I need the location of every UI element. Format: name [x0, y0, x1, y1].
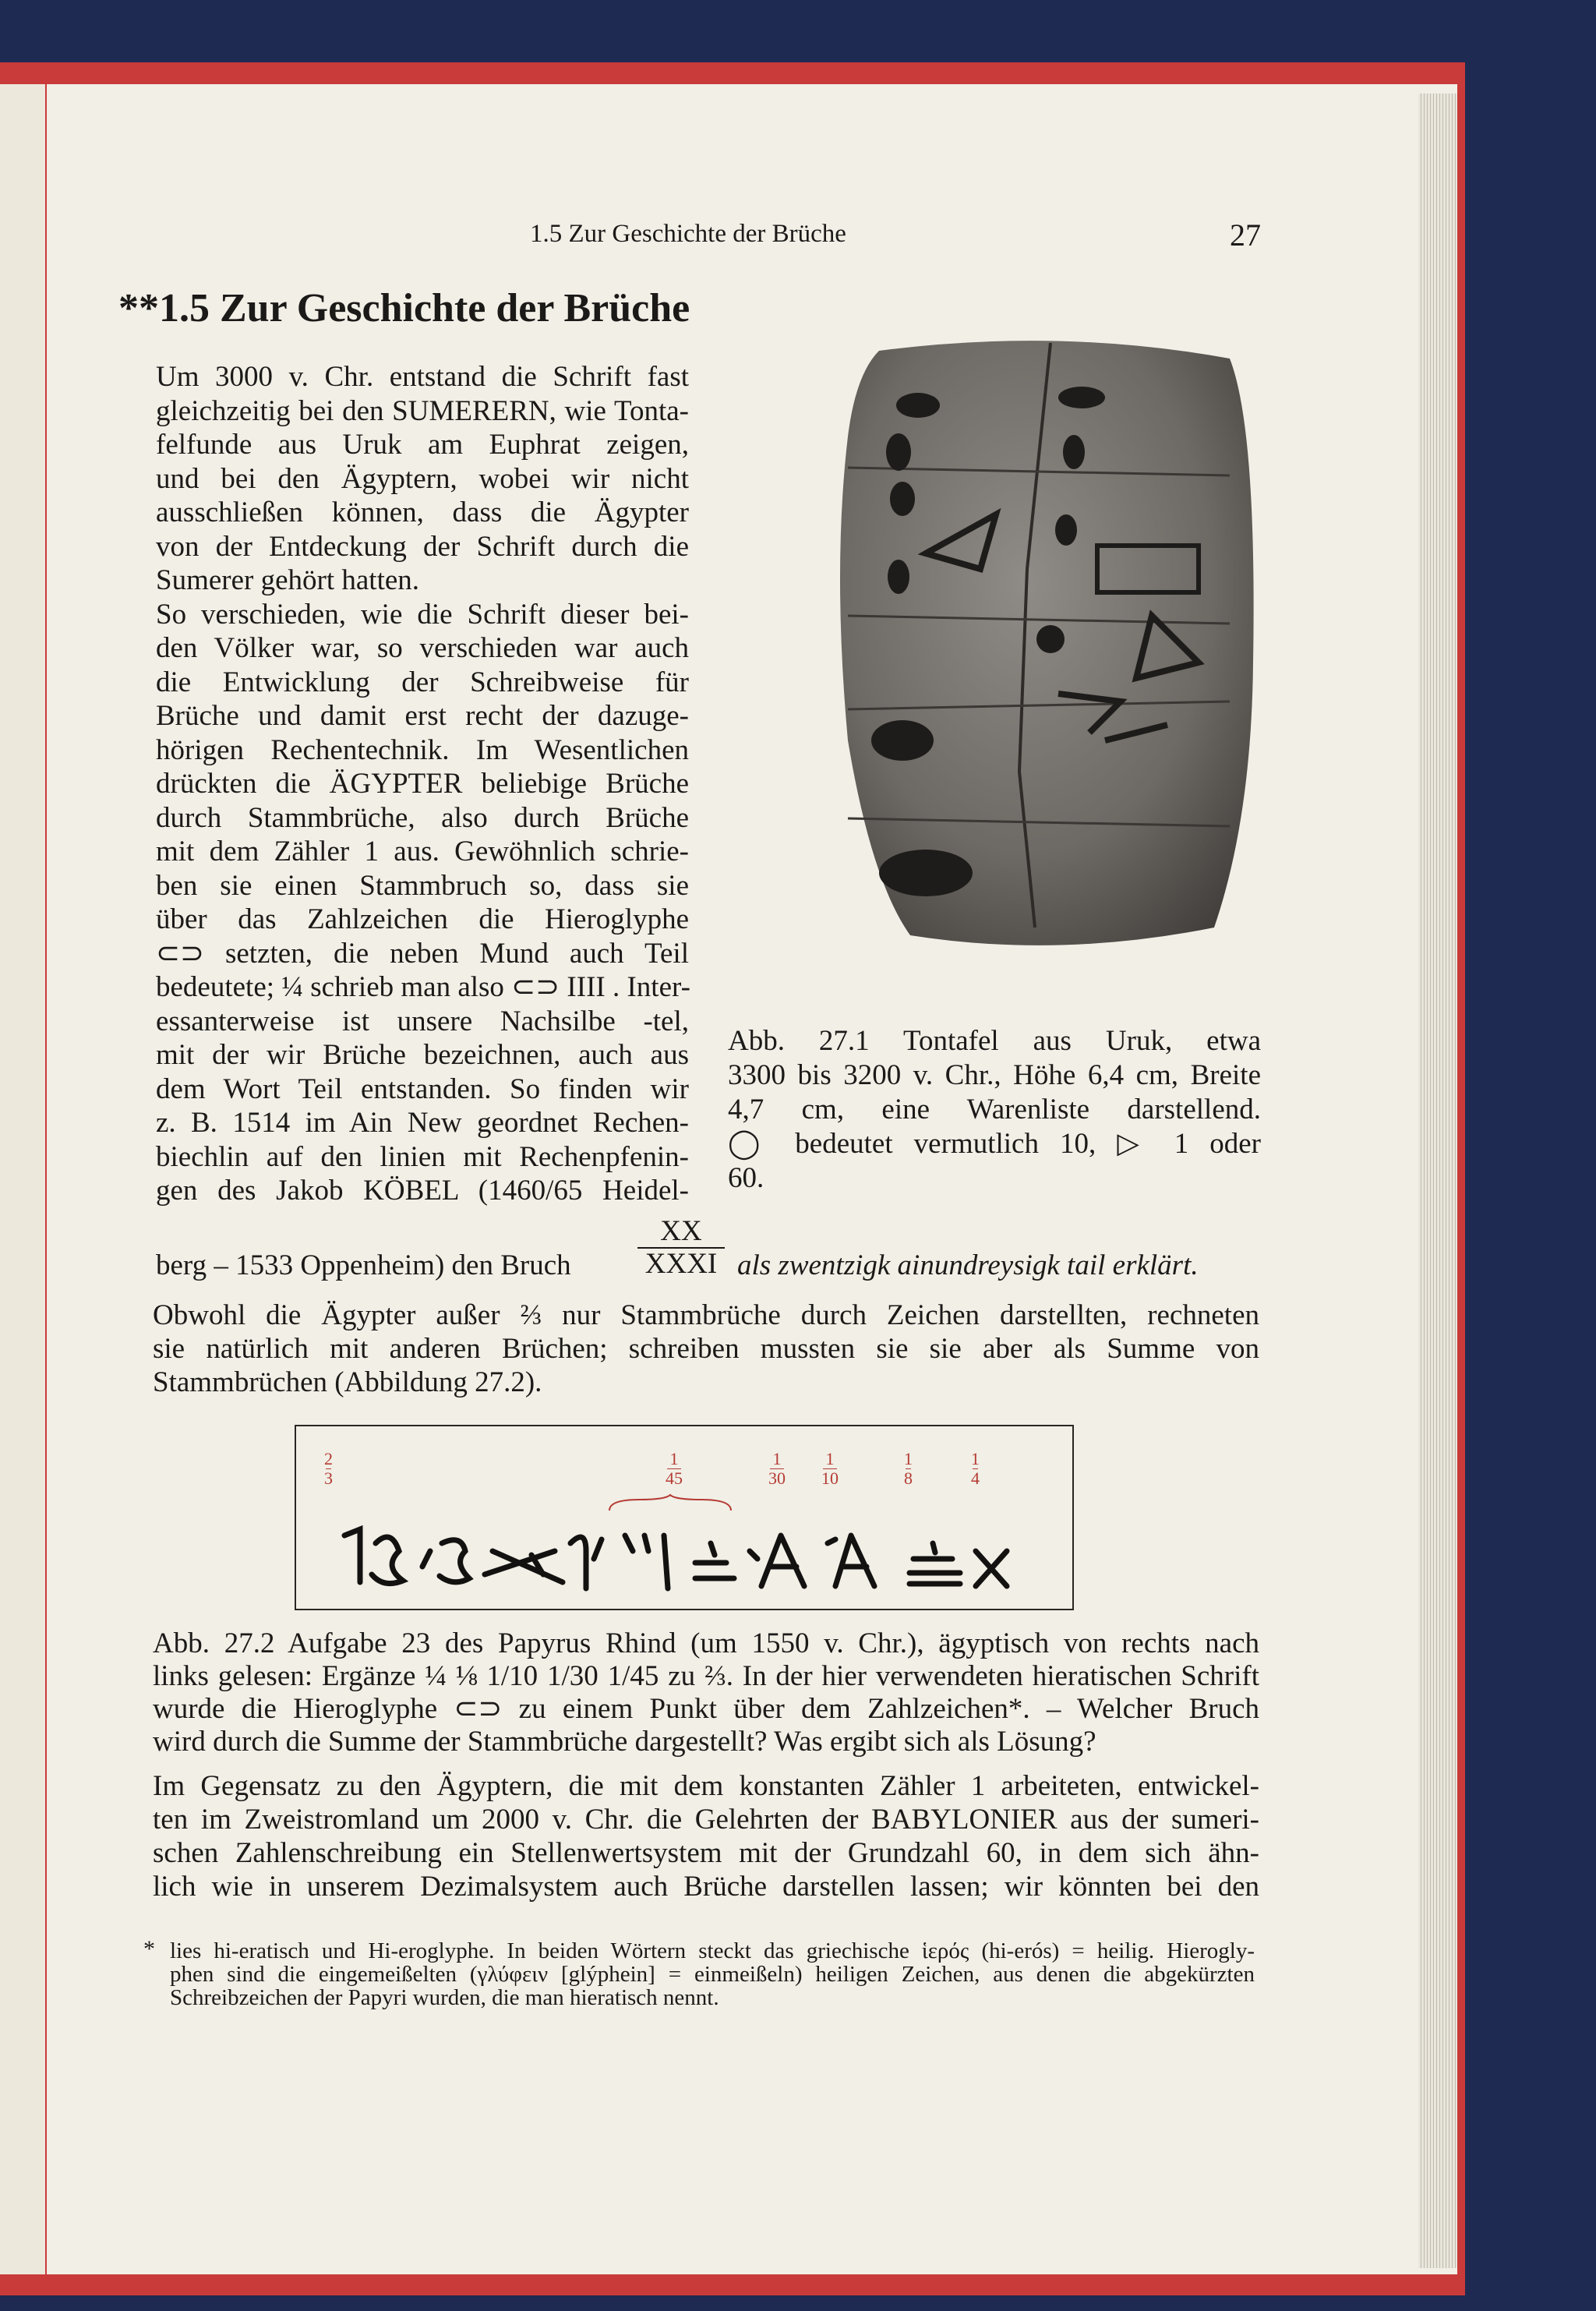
text-line: 60.: [728, 1162, 764, 1194]
fraction-numerator: 2: [324, 1449, 333, 1468]
text-line: Abb. 27.1 Tontafel aus Uruk, etwa: [728, 1025, 1261, 1057]
text-line: dem Wort Teil entstanden. So finden wir: [156, 1072, 689, 1105]
fraction-label: [971, 1450, 980, 1488]
text-line: bedeutete; ¼ schrieb man also ⊂⊃ IIII . Inter-: [156, 971, 690, 1003]
fraction-denominator: 30: [768, 1468, 786, 1488]
text-line: Um 3000 v. Chr. entstand die Schrift fast: [156, 361, 689, 393]
uruk-clay-tablet-image: [824, 335, 1261, 959]
kobel-line-after: als zwentzigk ainundreysigk tail erklärt.: [737, 1249, 1199, 1281]
figure-27-2-caption: [153, 1627, 1259, 1758]
fraction-numerator: 1: [971, 1449, 980, 1468]
text-line: Stammbrüchen (Abbildung 27.2).: [153, 1366, 542, 1398]
section-heading: **1.5 Zur Geschichte der Brüche: [118, 286, 690, 330]
fraction-label: [768, 1450, 786, 1488]
text-line: gen des Jakob KÖBEL (1460/65 Heidel-: [156, 1175, 689, 1207]
text-line: phen sind die eingemeißelten (γλύφειν [glýphein] = einmeißeln) heiligen Zeichen, aus denen die abgekürzten: [170, 1962, 1255, 1987]
fraction-denominator: 45: [666, 1468, 683, 1488]
fraction-label: [324, 1450, 333, 1488]
text-line: mit der wir Brüche bezeichnen, auch aus: [156, 1039, 689, 1071]
fraction-denominator: 4: [971, 1468, 980, 1488]
text-line: felfunde aus Uruk am Euphrat zeigen,: [156, 429, 689, 461]
footnote-marker: *: [143, 1936, 155, 1962]
fraction-denominator: 10: [821, 1468, 839, 1488]
figure-27-2-papyrus: [295, 1425, 1074, 1610]
text-line: die Entwicklung der Schreibweise für: [156, 666, 689, 698]
text-line: von der Entdeckung der Schrift durch die: [156, 530, 689, 563]
figure-27-1-caption: [728, 1024, 1261, 1196]
text-line: ten im Zweistromland um 2000 v. Chr. die Gelehrten der BABYLONIER aus der sumeri-: [153, 1804, 1259, 1836]
fraction-numerator: 1: [904, 1449, 913, 1468]
text-line: ⊂⊃ setzten, die neben Mund auch Teil: [156, 937, 689, 970]
text-line: 3300 bis 3200 v. Chr., Höhe 6,4 cm, Breite: [728, 1059, 1261, 1091]
kobel-fraction-numerator: XX: [660, 1215, 702, 1247]
fraction-numerator: 1: [825, 1449, 835, 1468]
text-line: über das Zahlzeichen die Hieroglyphe: [156, 903, 689, 935]
text-line: gleichzeitig bei den SUMERERN, wie Tonta-: [156, 394, 689, 427]
text-line: sie natürlich mit anderen Brüchen; schreiben mussten sie sie aber als Summe von: [153, 1333, 1259, 1365]
text-line: ben sie einen Stammbruch so, dass sie: [156, 869, 689, 902]
left-column-text: [156, 360, 689, 1208]
paragraph-egypt-fractions: [153, 1299, 1259, 1399]
text-line: hörigen Rechentechnik. Im Wesentlichen: [156, 733, 689, 766]
footnote-text: [170, 1939, 1255, 2009]
text-line: So verschieden, wie die Schrift dieser bei-: [156, 598, 689, 631]
text-line: 4,7 cm, eine Warenliste darstellend.: [728, 1094, 1261, 1125]
text-line: Obwohl die Ägypter außer ⅔ nur Stammbrüche durch Zeichen darstellten, rechneten: [153, 1299, 1259, 1331]
fraction-denominator: 3: [324, 1468, 333, 1488]
previous-page-edge: [0, 84, 45, 2274]
fraction-label: [821, 1450, 839, 1488]
text-line: schen Zahlenschreibung ein Stellenwertsystem mit der Grundzahl 60, in dem sich ähn-: [153, 1837, 1259, 1869]
text-line: wurde die Hieroglyphe ⊂⊃ zu einem Punkt über dem Zahlzeichen*. – Welcher Bruch: [153, 1693, 1259, 1725]
kobel-fraction-denominator: XXXI: [644, 1248, 718, 1280]
fraction-label: [666, 1450, 683, 1488]
text-line: drückten die ÄGYPTER beliebige Brüche: [156, 768, 689, 800]
text-line: Schreibzeichen der Papyri wurden, die man hieratisch nennt.: [170, 1985, 719, 2010]
fraction-numerator: 1: [772, 1449, 782, 1468]
text-line: und bei den Ägyptern, wobei wir nicht: [156, 462, 689, 495]
text-line: ◯ bedeutet vermutlich 10, ▷ 1 oder: [728, 1128, 1261, 1160]
text-line: mit dem Zähler 1 aus. Gewöhnlich schrie-: [156, 836, 689, 868]
kobel-line-before: berg – 1533 Oppenheim) den Bruch: [156, 1249, 571, 1281]
running-header: 1.5 Zur Geschichte der Brüche: [530, 220, 846, 248]
text-line: Abb. 27.2 Aufgabe 23 des Papyrus Rhind (um 1550 v. Chr.), ägyptisch von rechts nach: [153, 1627, 1259, 1659]
text-line: Im Gegensatz zu den Ägyptern, die mit dem konstanten Zähler 1 arbeiteten, entwickel-: [153, 1770, 1259, 1802]
text-line: z. B. 1514 im Ain New geordnet Rechen-: [156, 1107, 689, 1139]
fraction-label: [904, 1450, 913, 1488]
text-line: biechlin auf den linien mit Rechenpfenin-: [156, 1140, 689, 1173]
fraction-numerator: 1: [669, 1449, 679, 1468]
hieratic-script-glyphs: [337, 1520, 1038, 1592]
page-stack-edges: [1418, 94, 1457, 2268]
kobel-fraction: [637, 1216, 725, 1280]
text-line: durch Stammbrüche, also durch Brüche: [156, 801, 689, 834]
paragraph-babylonians: [153, 1769, 1259, 1903]
text-line: ausschließen können, dass die Ägypter: [156, 496, 689, 528]
text-line: Brüche und damit erst recht der dazuge-: [156, 700, 689, 732]
page-number: 27: [1230, 217, 1261, 253]
fraction-denominator: 8: [904, 1468, 913, 1488]
text-line: lich wie in unserem Dezimalsystem auch Brüche darstellen lassen; wir könnten bei den: [153, 1871, 1259, 1903]
text-line: links gelesen: Ergänze ¼ ⅛ 1/10 1/30 1/45 zu ⅔. In der hier verwendeten hieratischen Schrift: [153, 1660, 1259, 1692]
text-line: essanterweise ist unsere Nachsilbe -tel,: [156, 1005, 689, 1037]
text-line: Sumerer gehört hatten.: [156, 564, 420, 596]
text-line: lies hi-eratisch und Hi-eroglyphe. In beiden Wörtern steckt das griechische ἱερός (hi-erós) = heilig. Hierogly-: [170, 1938, 1255, 1963]
brace-icon: [608, 1493, 733, 1517]
text-line: den Völker war, so verschieden war auch: [156, 632, 689, 664]
text-line: wird durch die Summe der Stammbrüche dargestellt? Was ergibt sich als Lösung?: [153, 1726, 1096, 1758]
